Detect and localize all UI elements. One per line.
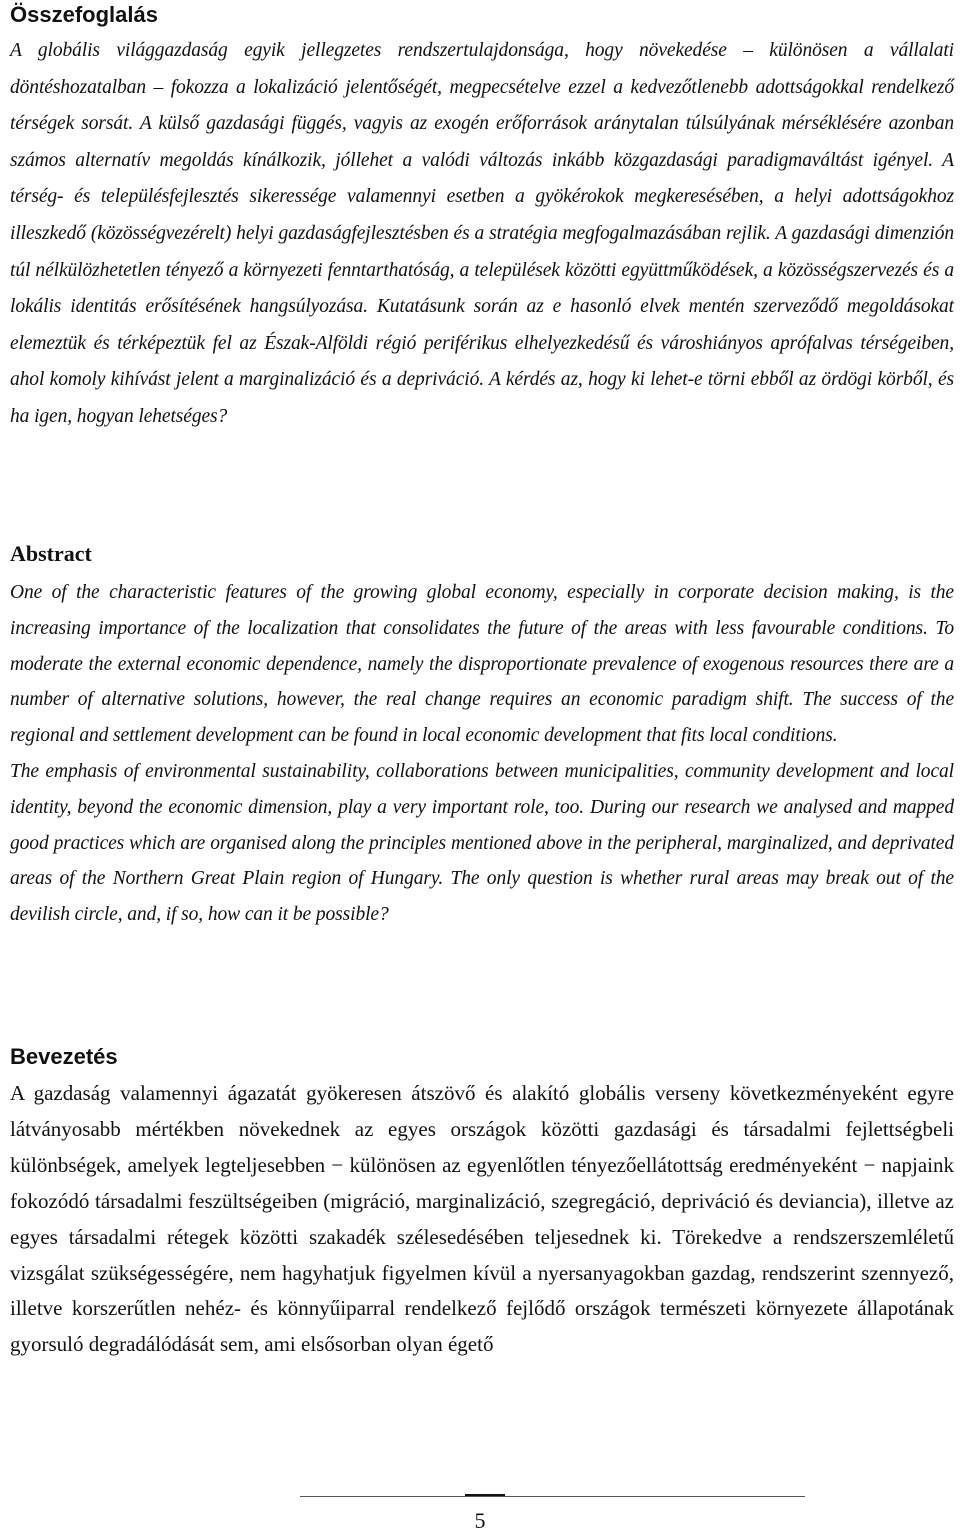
footer-divider — [300, 1496, 805, 1497]
summary-section — [10, 0, 954, 436]
abstract-paragraph-1: One of the characteristic features of the growing global economy, especially in corporate decision making, is the increasing importance of the localization that consolidates the future of the areas with less favourable conditions. To moderate the external economic dependence, namely the disproportionate prevalence of exogenous resources there are a number of alternative solutions, however, the real change requires an economic paradigm shift. The success of the regional and settlement development can be found in local economic development that fits local conditions. — [10, 582, 954, 747]
introduction-paragraph: A gazdaság valamennyi ágazatát gyökeresen átszövő és alakító globális verseny következményeként egyre látványosabb mértékben növekednek az egyes országok közötti gazdasági és társadalmi fejlettségbeli különbségek, amelyek legteljesebben − különösen az egyenlőtlen tényezőellátottság eredményeként − napjaink fokozódó társadalmi feszültségeiben (migráció, marginalizáció, szegregáció, depriváció és deviancia), illetve az egyes társadalmi rétegek közötti szakadék szélesedésében teljesednek ki. Törekedve a rendszerszemléletű vizsgálat szükségességére, nem hagyhatjuk figyelmen kívül a nyersanyagokban gazdag, rendszerint szennyező, illetve korszerűtlen nehéz- és könnyűiparral rendelkező fejlődő országok természeti környezete állapotának gyorsuló degradálódását sem, ami elsősorban olyan égető — [10, 1081, 954, 1357]
summary-heading: Összefoglalás — [10, 2, 158, 27]
summary-paragraph: A globális világgazdaság egyik jellegzetes rendszertulajdonsága, hogy növekedése – különösen a vállalati döntéshozatalban – fokozza a lokalizáció jelentőségét, megpecsételve ezzel a kedvezőtlenebb adottságokkal rendelkező térségek sorsát. A külső gazdasági függés, vagyis az exogén erőforrások aránytalan túlsúlyának mérséklésére azonban számos alternatív megoldás kínálkozik, jóllehet a valódi változás inkább közgazdasági paradigmaváltást igényel. A térség- és településfejlesztés sikeressége valamennyi esetben a gyökérokok megkeresésében, a helyi adottságokhoz illeszkedő (közösségvezérelt) helyi gazdaságfejlesztésben és a stratégia megfogalmazásában rejlik. A gazdasági dimenzión túl nélkülözhetetlen tényező a környezeti fenntarthatóság, a települések közötti együttműködések, a közösségszervezés és a lokális identitás erősítésének hangsúlyozása. Kutatásunk során az e hasonló elvek mentén szerveződő megoldásokat elemeztük és térképeztük fel az Észak-Alföldi régió periférikus elhelyezkedésű és városhiányos aprófalvas térségeiben, ahol komoly kihívást jelent a marginalizáció és a depriváció. A kérdés az, hogy ki lehet-e törni ebből az ördögi körből, és ha igen, hogyan lehetséges? — [10, 40, 954, 427]
footer-divider-accent — [465, 1494, 505, 1496]
introduction-section — [10, 1042, 954, 1363]
abstract-heading: Abstract — [10, 541, 92, 566]
page-number: 5 — [474, 1508, 486, 1533]
abstract-section — [10, 539, 954, 933]
introduction-heading: Bevezetés — [10, 1044, 118, 1069]
abstract-paragraph-2: The emphasis of environmental sustainability, collaborations between municipalities, community development and local identity, beyond the economic dimension, play a very important role, too. During our research we analysed and mapped good practices which are organised along the principles mentioned above in the peripheral, marginalized, and deprivated areas of the Northern Great Plain region of Hungary. The only question is whether rural areas may break out of the devilish circle, and, if so, how can it be possible? — [10, 760, 954, 926]
